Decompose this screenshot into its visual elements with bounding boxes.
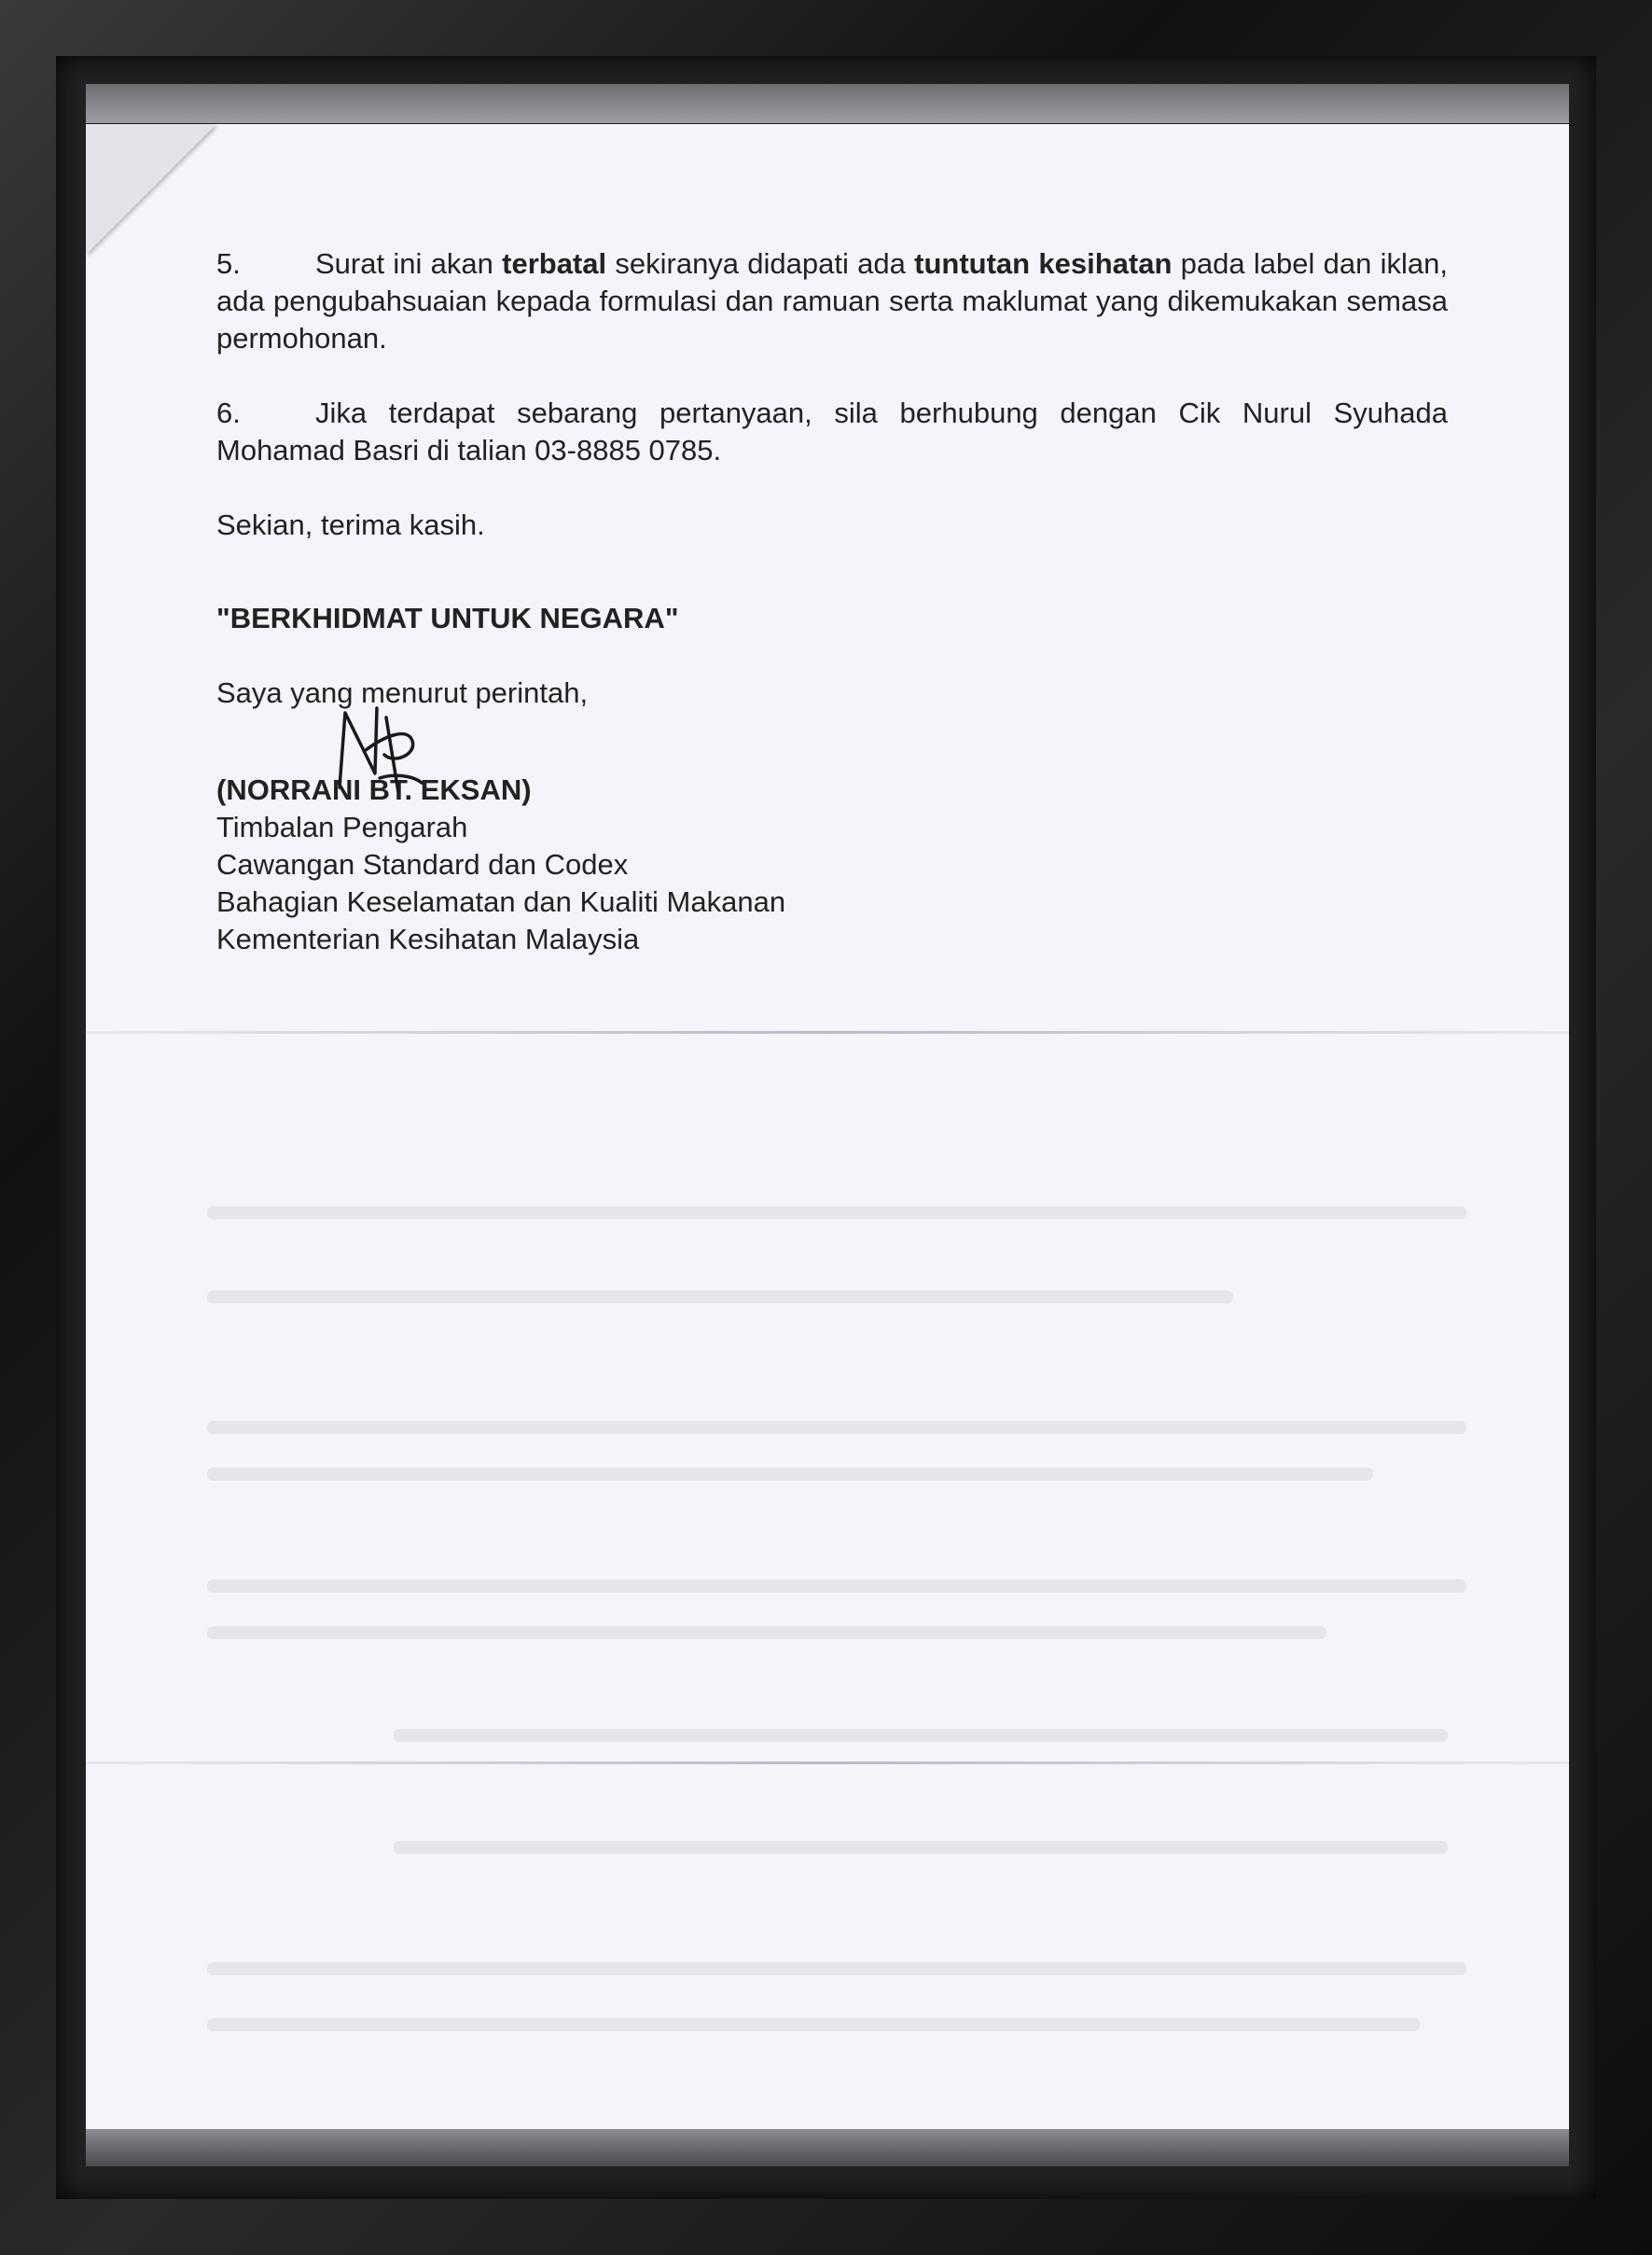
show-through-text	[394, 1841, 1448, 1854]
folded-corner	[86, 124, 216, 255]
show-through-text	[207, 1580, 1466, 1593]
signatory-division: Bahagian Keselamatan dan Kualiti Makanan	[216, 885, 786, 918]
show-through-text	[207, 1468, 1373, 1481]
paper-top-edge	[86, 84, 1569, 123]
paragraph-text: Surat ini akan	[315, 247, 503, 280]
sign-off: Saya yang menurut perintah,	[216, 676, 589, 709]
closing-line: Sekian, terima kasih.	[216, 508, 485, 541]
show-through-text	[207, 1421, 1466, 1434]
show-through-text	[207, 1206, 1466, 1219]
paper-crease	[86, 1031, 1569, 1034]
paragraph-text: pada label dan iklan, ada pengubahsuaian kepada formulasi dan ramuan serta maklumat yang dikemukakan semasa permohonan.	[216, 247, 1448, 355]
paragraph-text: sekiranya didapati ada	[606, 247, 915, 280]
signatory-ministry: Kementerian Kesihatan Malaysia	[216, 923, 640, 955]
signatory-title: Timbalan Pengarah	[216, 811, 468, 843]
paper-bottom-edge	[86, 2129, 1569, 2166]
signatory-name: (NORRANI BT. EKSAN)	[216, 773, 532, 806]
signature-icon	[328, 699, 431, 801]
paragraph-5	[216, 245, 1448, 357]
show-through-text	[394, 1729, 1448, 1742]
show-through-text	[207, 1962, 1466, 1975]
motto: "BERKHIDMAT UNTUK NEGARA"	[216, 602, 679, 634]
letter-body	[216, 245, 1448, 958]
show-through-text	[207, 1626, 1326, 1639]
signatory-branch: Cawangan Standard dan Codex	[216, 848, 629, 881]
paragraph-text: Jika terdapat sebarang pertanyaan, sila berhubung dengan Cik Nurul Syuhada Mohamad Basri di talian 03-8885 0785.	[216, 397, 1448, 466]
bold-text: tuntutan kesihatan	[914, 247, 1173, 280]
paragraph-number: 5.	[216, 247, 241, 280]
signature-block	[216, 675, 1448, 958]
show-through-text	[207, 2018, 1420, 2031]
letter-page	[86, 124, 1569, 2130]
bold-text: terbatal	[502, 247, 607, 280]
paragraph-number: 6.	[216, 397, 241, 429]
paragraph-6	[216, 395, 1448, 469]
show-through-text	[207, 1290, 1233, 1303]
paper-crease	[86, 1761, 1569, 1764]
